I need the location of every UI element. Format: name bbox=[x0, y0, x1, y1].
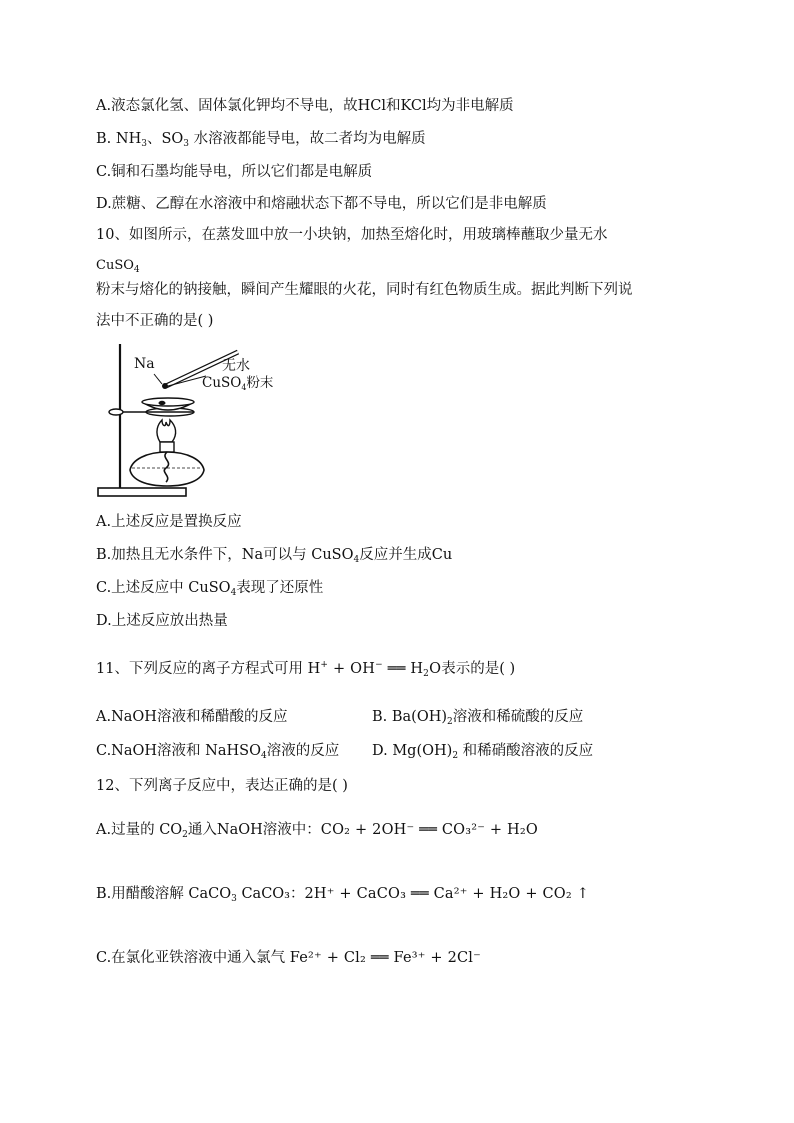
q10-cuso4-sub: 4 bbox=[133, 265, 140, 275]
eq-h2o-sub: 2 bbox=[423, 669, 430, 679]
q11-option-b-post: 溶液和稀硫酸的反应 bbox=[452, 709, 584, 725]
sodium-piece bbox=[159, 401, 166, 405]
q11-option-a: A.NaOH溶液和稀醋酸的反应 bbox=[96, 709, 288, 725]
q11-option-c-sub: 4 bbox=[260, 751, 267, 761]
q9-option-d: D.蔗糖、乙醇在水溶液中和熔融状态下都不导电，所以它们是非电解质 bbox=[96, 196, 547, 212]
clamp bbox=[109, 409, 123, 415]
q10-option-c-pre: C.上述反应中 bbox=[96, 580, 189, 596]
eq-h2o-h: H bbox=[410, 661, 424, 677]
q12-option-b-equation: 2H⁺ + CaCO₃ ══ Ca²⁺ + H₂O + CO₂ ↑ bbox=[304, 886, 590, 902]
eq-arrow: ══ bbox=[382, 661, 411, 677]
q12-option-c-pre: C.在氯化亚铁溶液中通入氯气 bbox=[96, 950, 290, 966]
q12-option-c-equation: Fe²⁺ + Cl₂ ══ Fe³⁺ + 2Cl⁻ bbox=[289, 950, 481, 966]
q10-option-b-pre: B.加热且无水条件下，Na可以与 bbox=[96, 547, 312, 563]
q9-option-b-sep: 、 bbox=[146, 131, 162, 147]
q11-option-d bbox=[372, 741, 593, 761]
q11-stem-post: 表示的是( ) bbox=[441, 661, 516, 677]
q12-option-b bbox=[96, 884, 589, 904]
q12-option-c bbox=[96, 948, 481, 968]
q12-option-a-sub: 2 bbox=[182, 830, 188, 840]
eq-h2o-o: O bbox=[429, 661, 442, 677]
q11-option-d-sub: 2 bbox=[452, 751, 459, 761]
eq-oh: OH bbox=[350, 661, 376, 677]
q9-option-b-nh3: NH bbox=[115, 131, 142, 147]
q11-stem bbox=[96, 659, 515, 679]
q9-option-b-so3-sub: 3 bbox=[183, 139, 190, 149]
q12-option-b-mid: CaCO₃： bbox=[236, 886, 305, 902]
label-cuso4-sub: 4 bbox=[241, 383, 247, 392]
q10-option-d: D.上述反应放出热量 bbox=[96, 613, 228, 629]
na-pointer bbox=[154, 374, 162, 384]
stand-base bbox=[98, 488, 186, 496]
q10-stem-line1: 10、如图所示，在蒸发皿中放一小块钠，加热至熔化时，用玻璃棒蘸取少量无水 bbox=[96, 227, 608, 243]
q11-option-c bbox=[96, 743, 339, 759]
q12-option-b-sub: 3 bbox=[231, 894, 237, 904]
eq-h-charge: + bbox=[320, 660, 329, 670]
q10-option-b-formula: CuSO bbox=[311, 547, 354, 563]
label-cuso4-powder bbox=[202, 374, 274, 392]
q12-option-a-mid: 通入NaOH溶液中： bbox=[187, 822, 321, 838]
lamp-neck bbox=[160, 442, 174, 452]
q9-option-b-rest: 水溶液都能导电，故二者均为电解质 bbox=[189, 131, 426, 147]
q12-stem: 12、下列离子反应中，表达正确的是( ) bbox=[96, 778, 348, 794]
q11-options-row1 bbox=[96, 707, 696, 727]
eq-h: H bbox=[307, 661, 321, 677]
q12-option-a-equation: CO₂ + 2OH⁻ ══ CO₃²⁻ + H₂O bbox=[320, 822, 539, 838]
label-powder-word: 粉末 bbox=[246, 375, 274, 391]
q10-option-c-formula: CuSO bbox=[188, 580, 231, 596]
flame bbox=[157, 420, 176, 442]
q9-option-b bbox=[96, 129, 426, 149]
rod-tip-powder bbox=[162, 383, 168, 389]
q12-option-a-pre: A.过量的 CO bbox=[96, 822, 183, 838]
eq-oh-charge: − bbox=[375, 660, 383, 670]
q11-stem-pre: 11、下列反应的离子方程式可用 bbox=[96, 661, 308, 677]
eq-plus: + bbox=[328, 661, 351, 677]
q9-option-b-prefix: B. bbox=[96, 131, 116, 147]
q11-option-b-pre: B. Ba(OH) bbox=[372, 709, 448, 725]
q10-option-b bbox=[96, 545, 452, 565]
q10-option-b-sub: 4 bbox=[353, 555, 360, 565]
label-anhydrous: 无水 bbox=[222, 358, 250, 374]
q9-option-b-nh3-sub: 3 bbox=[141, 139, 147, 149]
label-cuso4-formula: CuSO bbox=[202, 375, 242, 391]
label-na: Na bbox=[134, 356, 155, 372]
q10-option-a: A.上述反应是置换反应 bbox=[96, 514, 242, 530]
apparatus-figure bbox=[96, 340, 286, 502]
q10-option-b-post: 反应并生成Cu bbox=[359, 547, 453, 563]
q9-option-a: A.液态氯化氢、固体氯化钾均不导电，故HCl和KCl均为非电解质 bbox=[96, 98, 514, 114]
q11-option-c-post: 溶液的反应 bbox=[266, 743, 340, 759]
q11-options-row2 bbox=[96, 741, 696, 761]
q11-option-d-post: 和稀硝酸溶液的反应 bbox=[458, 743, 594, 759]
q10-stem-line3: 法中不正确的是( ) bbox=[96, 313, 214, 329]
q10-cuso4-formula: CuSO bbox=[96, 258, 134, 273]
dish-rim bbox=[142, 398, 194, 406]
apparatus-drawing bbox=[96, 340, 286, 502]
q11-option-c-pre: C.NaOH溶液和 NaHSO bbox=[96, 743, 261, 759]
q10-stem-line2: 粉末与熔化的钠接触，瞬间产生耀眼的火花，同时有红色物质生成。据此判断下列说 bbox=[96, 282, 633, 298]
q11-option-b-sub: 2 bbox=[447, 717, 453, 727]
q12-option-b-pre: B.用醋酸溶解 CaCO bbox=[96, 886, 232, 902]
q12-option-a bbox=[96, 820, 538, 840]
q11-equation bbox=[308, 661, 442, 677]
q9-option-b-so3: SO bbox=[161, 131, 184, 147]
q9-option-c: C.铜和石墨均能导电，所以它们都是电解质 bbox=[96, 164, 373, 180]
q10-option-c-post: 表现了还原性 bbox=[236, 580, 324, 596]
q11-option-b bbox=[372, 707, 583, 727]
q10-cuso4 bbox=[96, 256, 140, 276]
q11-option-d-pre: D. Mg(OH) bbox=[372, 743, 453, 759]
q10-option-c-sub: 4 bbox=[230, 588, 237, 598]
q10-option-c bbox=[96, 578, 323, 598]
